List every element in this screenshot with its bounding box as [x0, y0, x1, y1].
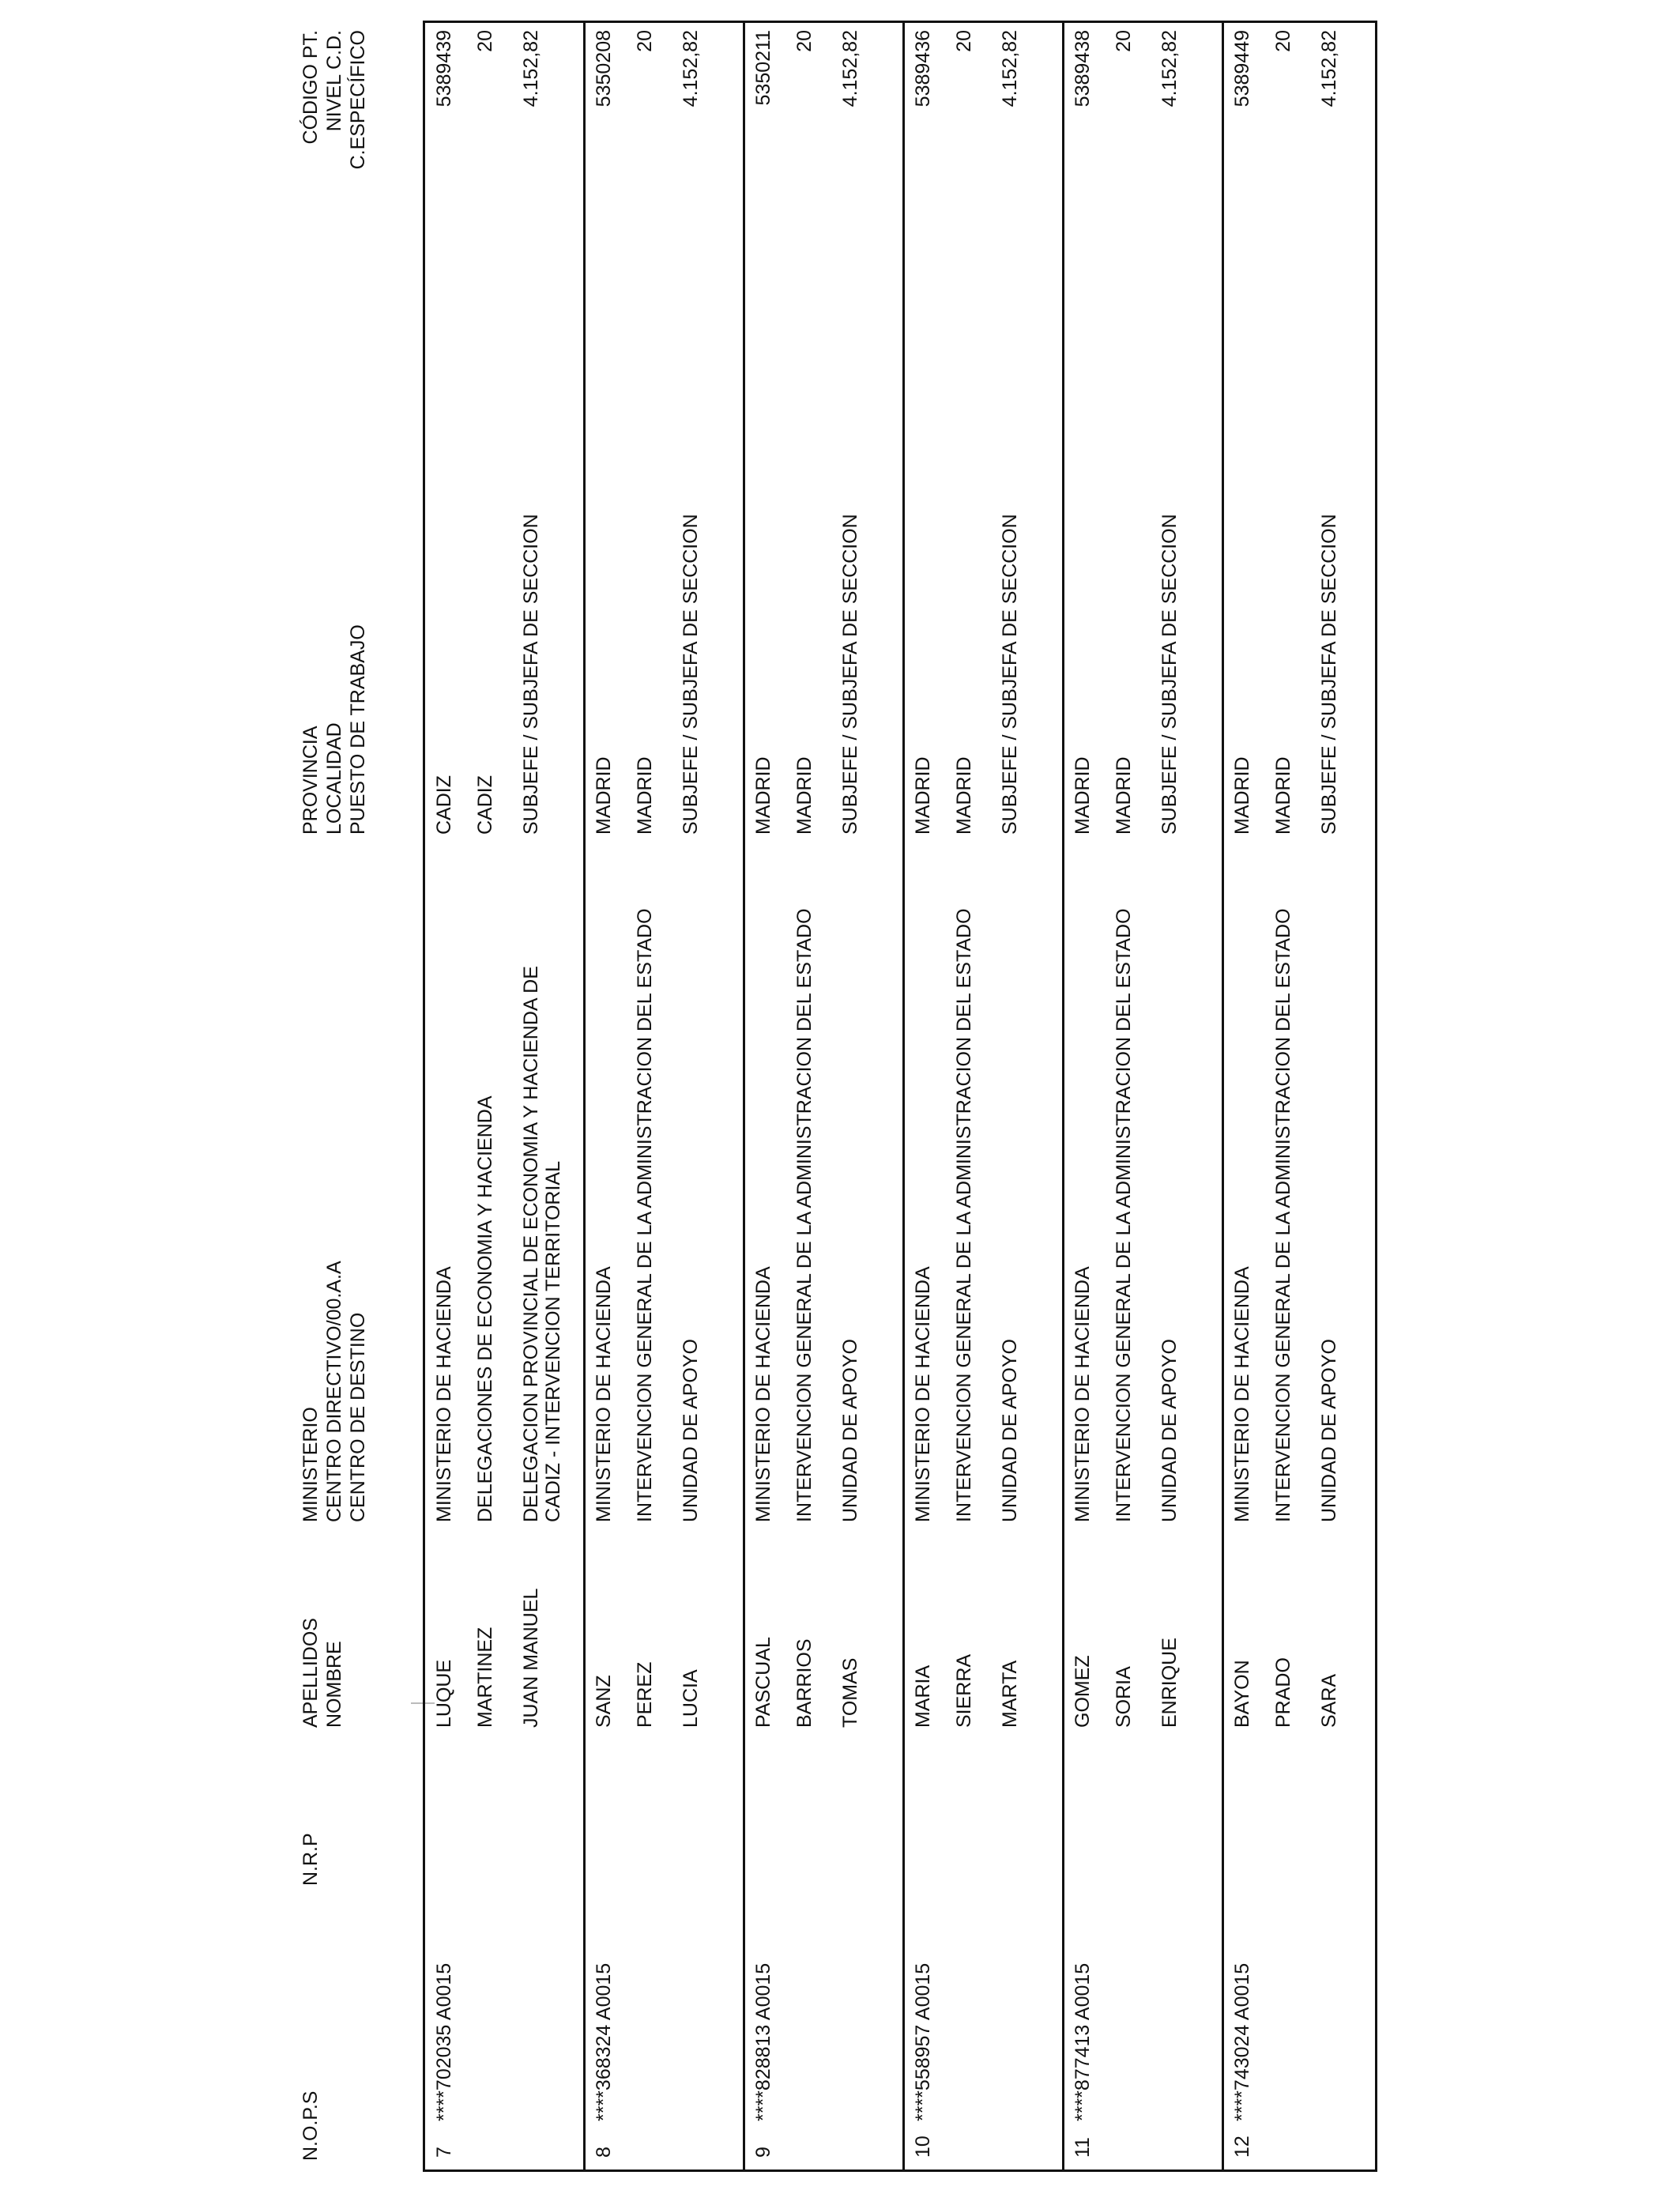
record-nombre: TOMAS — [839, 1657, 861, 1728]
record-centro-destino: UNIDAD DE APOYO — [1318, 1339, 1340, 1522]
record-localidad: MADRID — [953, 756, 975, 835]
record-apellido2: MARTINEZ — [474, 1627, 496, 1728]
record-localidad: MADRID — [793, 756, 816, 835]
record-apellido1: LUQUE — [433, 1659, 455, 1728]
record-row — [912, 21, 1072, 2172]
header-apellidos-nombre — [299, 1618, 346, 1728]
record-centro-directivo: INTERVENCION GENERAL DE LA ADMINISTRACION DEL ESTADO — [793, 908, 816, 1522]
record-nrp: ****828813 A0015 — [752, 1962, 774, 2121]
record-ministerio: MINISTERIO DE HACIENDA — [752, 1266, 774, 1522]
record-separator — [902, 21, 905, 2172]
record-puesto: SUBJEFE / SUBJEFA DE SECCION — [1158, 514, 1181, 835]
record-localidad: MADRID — [1272, 756, 1294, 835]
record-row — [593, 21, 752, 2172]
record-nrp: ****743024 A0015 — [1231, 1962, 1253, 2121]
header-nrp-label: N.R.P — [299, 1833, 322, 1886]
record-provincia: CADIZ — [433, 775, 455, 835]
record-row — [433, 21, 593, 2172]
record-nops: 7 — [433, 2147, 455, 2158]
record-codigo: 5350208 — [593, 30, 615, 107]
record-nivel: 20 — [474, 30, 496, 52]
record-apellido1: SANZ — [593, 1675, 615, 1728]
record-puesto: SUBJEFE / SUBJEFA DE SECCION — [1318, 514, 1340, 835]
record-apellido1: GOMEZ — [1072, 1655, 1094, 1728]
record-row — [752, 21, 912, 2172]
record-codigo: 5350211 — [752, 30, 774, 106]
record-apellido2: SIERRA — [953, 1653, 975, 1728]
record-provincia: MADRID — [593, 756, 615, 835]
header-apellidos-label: APELLIDOS — [299, 1618, 322, 1728]
record-nrp: ****877413 A0015 — [1072, 1962, 1094, 2121]
header-ministerio-centro — [299, 1261, 370, 1522]
record-localidad: MADRID — [1113, 756, 1135, 835]
header-codigo-nivel-especifico — [299, 30, 370, 234]
record-especifico: 4.152,82 — [1318, 30, 1340, 107]
header-puesto-label: PUESTO DE TRABAJO — [347, 624, 369, 835]
header-nops-label: N.O.P.S — [299, 2090, 322, 2161]
record-nops: 9 — [752, 2147, 774, 2158]
record-ministerio: MINISTERIO DE HACIENDA — [912, 1266, 934, 1522]
record-nivel: 20 — [634, 30, 656, 52]
record-ministerio: MINISTERIO DE HACIENDA — [593, 1266, 615, 1522]
record-puesto: SUBJEFE / SUBJEFA DE SECCION — [520, 514, 542, 835]
record-nops: 8 — [593, 2147, 615, 2158]
record-nops: 10 — [912, 2136, 934, 2158]
record-provincia: MADRID — [752, 756, 774, 835]
record-nivel: 20 — [1272, 30, 1294, 52]
record-apellido1: BAYON — [1231, 1660, 1253, 1728]
record-apellido2: SORIA — [1113, 1666, 1135, 1728]
header-nombre-label: NOMBRE — [323, 1641, 345, 1728]
record-separator — [743, 21, 745, 2172]
record-provincia: MADRID — [912, 756, 934, 835]
record-nrp: ****702035 A0015 — [433, 1962, 455, 2121]
record-centro-destino: UNIDAD DE APOYO — [680, 1339, 702, 1522]
record-apellido2: PRADO — [1272, 1657, 1294, 1728]
record-puesto: SUBJEFE / SUBJEFA DE SECCION — [999, 514, 1021, 835]
header-especifico-label: C.ESPECÍFICO — [347, 30, 369, 170]
record-codigo: 5389438 — [1072, 30, 1094, 107]
header-provincia-puesto — [299, 624, 370, 835]
record-ministerio: MINISTERIO DE HACIENDA — [1231, 1266, 1253, 1522]
record-nivel: 20 — [793, 30, 816, 52]
header-ministerio-label: MINISTERIO — [299, 1407, 322, 1522]
record-puesto: SUBJEFE / SUBJEFA DE SECCION — [680, 514, 702, 835]
record-ministerio: MINISTERIO DE HACIENDA — [433, 1266, 455, 1522]
record-nops: 12 — [1231, 2136, 1253, 2158]
record-row — [1231, 21, 1391, 2172]
record-localidad: MADRID — [634, 756, 656, 835]
record-especifico: 4.152,82 — [680, 30, 702, 107]
header-centro-directivo-label: CENTRO DIRECTIVO/00.A.A — [323, 1261, 345, 1522]
record-separator — [1222, 21, 1224, 2172]
record-apellido1: MARIA — [912, 1664, 934, 1728]
record-provincia: MADRID — [1072, 756, 1094, 835]
record-apellido2: BARRIOS — [793, 1638, 816, 1728]
record-especifico: 4.152,82 — [520, 30, 542, 107]
record-row — [1072, 21, 1231, 2172]
header-localidad-label: LOCALIDAD — [323, 722, 345, 835]
record-nivel: 20 — [953, 30, 975, 52]
record-codigo: 5389436 — [912, 30, 934, 107]
record-centro-directivo: INTERVENCION GENERAL DE LA ADMINISTRACION DEL ESTADO — [634, 908, 656, 1522]
record-apellido1: PASCUAL — [752, 1637, 774, 1728]
record-centro-destino: DELEGACION PROVINCIAL DE ECONOMIA Y HACIENDA DE CADIZ - INTERVENCION TERRITORIAL — [520, 966, 564, 1522]
record-puesto: SUBJEFE / SUBJEFA DE SECCION — [839, 514, 861, 835]
record-especifico: 4.152,82 — [839, 30, 861, 107]
record-separator — [583, 21, 586, 2172]
record-separator — [1062, 21, 1064, 2172]
record-ministerio: MINISTERIO DE HACIENDA — [1072, 1266, 1094, 1522]
header-centro-destino-label: CENTRO DE DESTINO — [347, 1312, 369, 1522]
record-centro-destino: UNIDAD DE APOYO — [999, 1339, 1021, 1522]
header-nrp — [299, 1833, 322, 1886]
header-codigo-label: CÓDIGO PT. — [299, 30, 322, 145]
record-nrp: ****368324 A0015 — [593, 1962, 615, 2121]
record-nrp: ****558957 A0015 — [912, 1962, 934, 2121]
record-nombre: SARA — [1318, 1673, 1340, 1728]
record-nombre: ENRIQUE — [1158, 1638, 1181, 1728]
record-nivel: 20 — [1113, 30, 1135, 52]
record-nombre: MARTA — [999, 1660, 1021, 1728]
record-localidad: CADIZ — [474, 775, 496, 835]
header-nops — [299, 2091, 322, 2161]
record-codigo: 5389439 — [433, 30, 455, 107]
record-provincia: MADRID — [1231, 756, 1253, 835]
record-centro-destino: UNIDAD DE APOYO — [839, 1339, 861, 1522]
header-nivel-label: NIVEL C.D. — [323, 30, 345, 132]
record-centro-directivo: INTERVENCION GENERAL DE LA ADMINISTRACION DEL ESTADO — [1113, 908, 1135, 1522]
record-centro-destino: UNIDAD DE APOYO — [1158, 1339, 1181, 1522]
record-codigo: 5389449 — [1231, 30, 1253, 107]
record-nombre: JUAN MANUEL — [520, 1588, 542, 1728]
record-apellido2: PEREZ — [634, 1661, 656, 1728]
record-especifico: 4.152,82 — [1158, 30, 1181, 107]
record-centro-directivo: INTERVENCION GENERAL DE LA ADMINISTRACION DEL ESTADO — [1272, 908, 1294, 1522]
record-nops: 11 — [1072, 2137, 1094, 2158]
record-centro-directivo: DELEGACIONES DE ECONOMIA Y HACIENDA — [474, 1095, 496, 1522]
header-provincia-label: PROVINCIA — [299, 726, 322, 835]
record-nombre: LUCIA — [680, 1669, 702, 1728]
record-especifico: 4.152,82 — [999, 30, 1021, 107]
record-centro-directivo: INTERVENCION GENERAL DE LA ADMINISTRACION DEL ESTADO — [953, 908, 975, 1522]
